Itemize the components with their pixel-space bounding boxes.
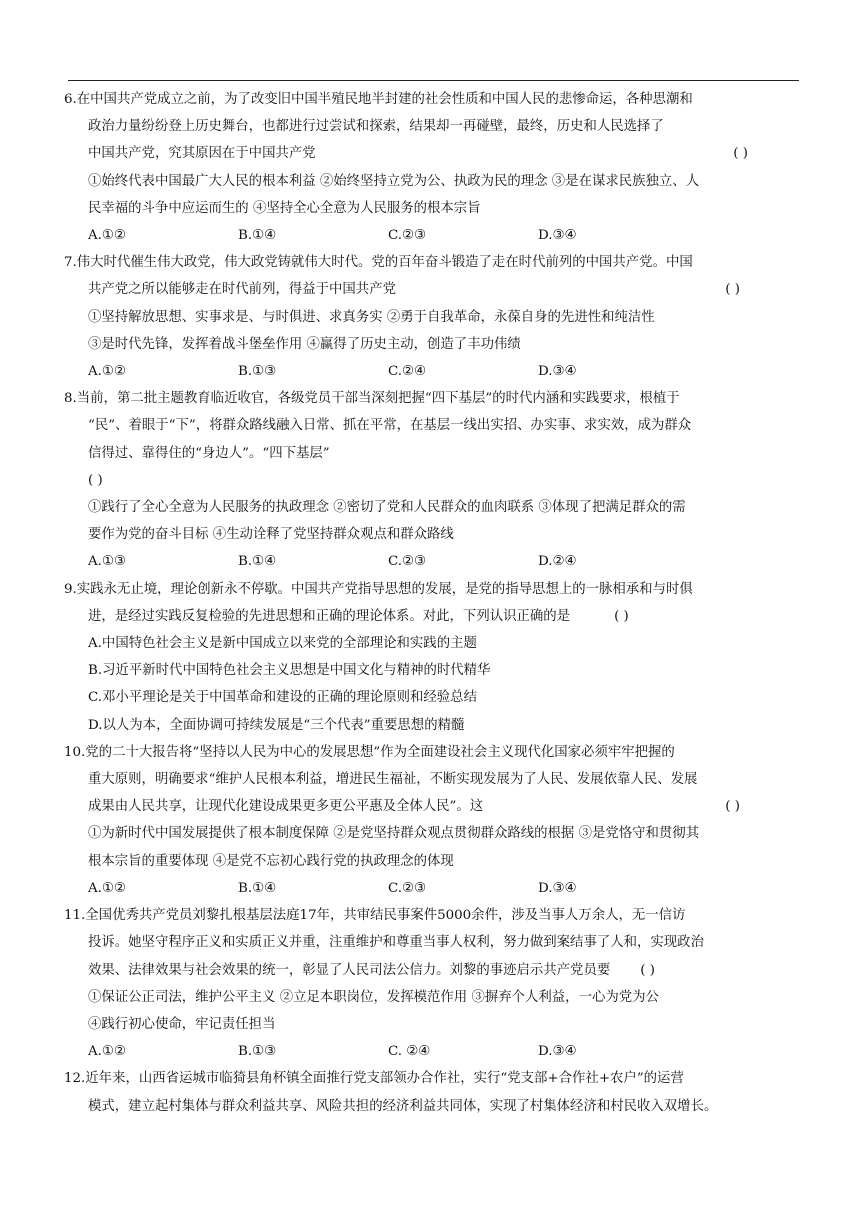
option-a: A.①② <box>88 228 126 244</box>
question-stem-line: 6.在中国共产党成立之前，为了改变旧中国半殖民地半封建的社会性质和中国人民的悲惨命运，各种思潮和 <box>64 92 693 107</box>
question-10 <box>64 739 806 902</box>
question-7 <box>64 249 806 385</box>
option-d: D.③④ <box>538 1044 577 1060</box>
question-stem-line: 信得过、靠得住的“身边人”。“四下基层” <box>88 445 330 461</box>
statement-line: ①始终代表中国最广大人民的根本利益 ②始终坚持立党为公、执政为民的理念 ③是在谋求民族独立、人 <box>88 173 700 189</box>
option-row <box>64 548 806 575</box>
option-d: D.③④ <box>538 228 577 244</box>
question-stem-line: 模式，建立起村集体与群众利益共享、风险共担的经济利益共同体，实现了村集体经济和村民收入双增长。 <box>88 1098 718 1114</box>
statement-line: ①保证公正司法，维护公平主义 ②立足本职岗位，发挥模范作用 ③摒弃个人利益，一心为党为公 <box>88 989 659 1005</box>
option-row <box>64 875 806 902</box>
statement-line: ③是时代先锋，发挥着战斗堡垒作用 ④赢得了历史主动，创造了丰功伟绩 <box>88 336 521 352</box>
option-b: B.①④ <box>238 228 277 244</box>
question-stem-line: “民”、着眼于“下”，将群众路线融入日常、抓在平常，在基层一线出实招、办实事、求实效，成为群众 <box>88 418 692 434</box>
choice-line: A.中国特色社会主义是新中国成立以来党的全部理论和实践的主题 <box>88 636 477 652</box>
statement-line: 要作为党的奋斗目标 ④生动诠释了党坚持群众观点和群众路线 <box>88 527 454 543</box>
option-b: B.①④ <box>238 554 277 570</box>
option-c: C.②③ <box>388 228 427 244</box>
question-8 <box>64 385 806 575</box>
option-d: D.②④ <box>538 554 577 570</box>
option-b: B.①③ <box>238 364 277 380</box>
option-c: C.②③ <box>388 554 427 570</box>
option-a: A.①② <box>88 1044 126 1060</box>
question-9 <box>64 576 806 739</box>
header-rule <box>68 80 799 81</box>
question-stem-line: 成果由人民共享，让现代化建设成果更多更公平惠及全体人民”。这 ( ) <box>64 793 806 820</box>
answer-blank: ( ) <box>725 282 740 298</box>
option-b: B.①④ <box>238 880 277 896</box>
question-stem-line: 10.党的二十大报告将“坚持以人民为中心的发展思想”作为全面建设社会主义现代化国家必须牢牢把握的 <box>64 744 675 760</box>
option-row <box>64 222 806 249</box>
option-d: D.③④ <box>538 880 577 896</box>
question-stem-line: 共产党之所以能够走在时代前列，得益于中国共产党 ( ) <box>64 276 806 303</box>
question-stem-line: 7.伟大时代催生伟大政党，伟大政党铸就伟大时代。党的百年奋斗锻造了走在时代前列的中国共产党。中国 <box>64 255 693 271</box>
question-stem-line: 进，是经过实践反复检验的先进思想和正确的理论体系。对此，下列认识正确的是 ( ) <box>88 608 629 624</box>
option-a: A.①② <box>88 364 126 380</box>
answer-blank: ( ) <box>614 608 629 624</box>
question-stem-line: 中国共产党，究其原因在于中国共产党 ( ) <box>64 140 806 167</box>
option-c: C. ②④ <box>388 1044 431 1060</box>
statement-line: 根本宗旨的重要体现 ④是党不忘初心践行党的执政理念的体现 <box>88 853 454 869</box>
question-number: 6. <box>64 92 77 107</box>
question-stem-line: 重大原则，明确要求“维护人民根本利益，增进民生福祉，不断实现发展为了人民、发展依靠人民、发展 <box>88 772 698 788</box>
question-stem-line: 投诉。她坚守程序正义和实质正义并重，注重维护和尊重当事人权利，努力做到案结事了人和，实现政治 <box>88 935 704 951</box>
statement-line: ①坚持解放思想、实事求是、与时俱进、求真务实 ②勇于自我革命，永葆自身的先进性和纯洁性 <box>88 309 655 325</box>
question-number: 8. <box>64 391 77 407</box>
option-row <box>64 1038 806 1065</box>
answer-blank: ( ) <box>733 146 748 162</box>
question-11 <box>64 902 806 1065</box>
choice-line: B.习近平新时代中国特色社会主义思想是中国文化与精神的时代精华 <box>88 663 491 679</box>
question-stem-line: 效果、法律效果与社会效果的统一，彰显了人民司法公信力。刘黎的事迹启示共产党员要 ( ) <box>88 962 655 978</box>
question-stem-line: 11.全国优秀共产党员刘黎扎根基层法庭17年，共审结民事案件5000余件，涉及当事人万余人，无一信访 <box>64 908 686 924</box>
option-d: D.③④ <box>538 364 577 380</box>
question-number: 9. <box>64 581 77 597</box>
choice-line: D.以人为本，全面协调可持续发展是“三个代表”重要思想的精髓 <box>88 717 465 733</box>
question-12 <box>64 1065 806 1119</box>
question-6 <box>64 86 806 249</box>
option-c: C.②③ <box>388 880 427 896</box>
question-stem-line: 8.当前，第二批主题教育临近收官，各级党员干部当深刻把握“四下基层”的时代内涵和实践要求，根植于 <box>64 391 680 407</box>
question-list <box>64 86 806 1120</box>
answer-blank: ( ) <box>88 472 103 488</box>
option-b: B.①③ <box>238 1044 277 1060</box>
option-c: C.②④ <box>388 364 427 380</box>
statement-line: ①践行了全心全意为人民服务的执政理念 ②密切了党和人民群众的血肉联系 ③体现了把满足群众的需 <box>88 500 686 516</box>
answer-blank: ( ) <box>640 962 655 978</box>
statement-line: 民幸福的斗争中应运而生的 ④坚持全心全意为人民服务的根本宗旨 <box>88 200 481 216</box>
question-number: 10. <box>64 744 86 760</box>
question-stem-line: 12.近年来，山西省运城市临猗县角杯镇全面推行党支部领办合作社，实行“党支部+合作社+农户”的运营 <box>64 1071 684 1087</box>
statement-line: ④践行初心使命，牢记责任担当 <box>88 1016 276 1032</box>
option-a: A.①② <box>88 880 126 896</box>
question-number: 7. <box>64 255 77 271</box>
answer-blank: ( ) <box>725 799 740 815</box>
option-row <box>64 358 806 385</box>
option-a: A.①③ <box>88 554 126 570</box>
question-number: 11. <box>64 908 86 924</box>
statement-line: ①为新时代中国发展提供了根本制度保障 ②是党坚持群众观点贯彻群众路线的根据 ③是党恪守和贯彻其 <box>88 826 700 842</box>
question-number: 12. <box>64 1071 86 1087</box>
choice-line: C.邓小平理论是关于中国革命和建设的正确的理论原则和经验总结 <box>88 690 477 706</box>
question-stem-line: 政治力量纷纷登上历史舞台，也都进行过尝试和探索，结果却一再碰壁，最终，历史和人民选择了 <box>88 119 664 135</box>
question-stem-line: 9.实践永无止境，理论创新永不停歇。中国共产党指导思想的发展，是党的指导思想上的一脉相承和与时俱 <box>64 581 693 597</box>
